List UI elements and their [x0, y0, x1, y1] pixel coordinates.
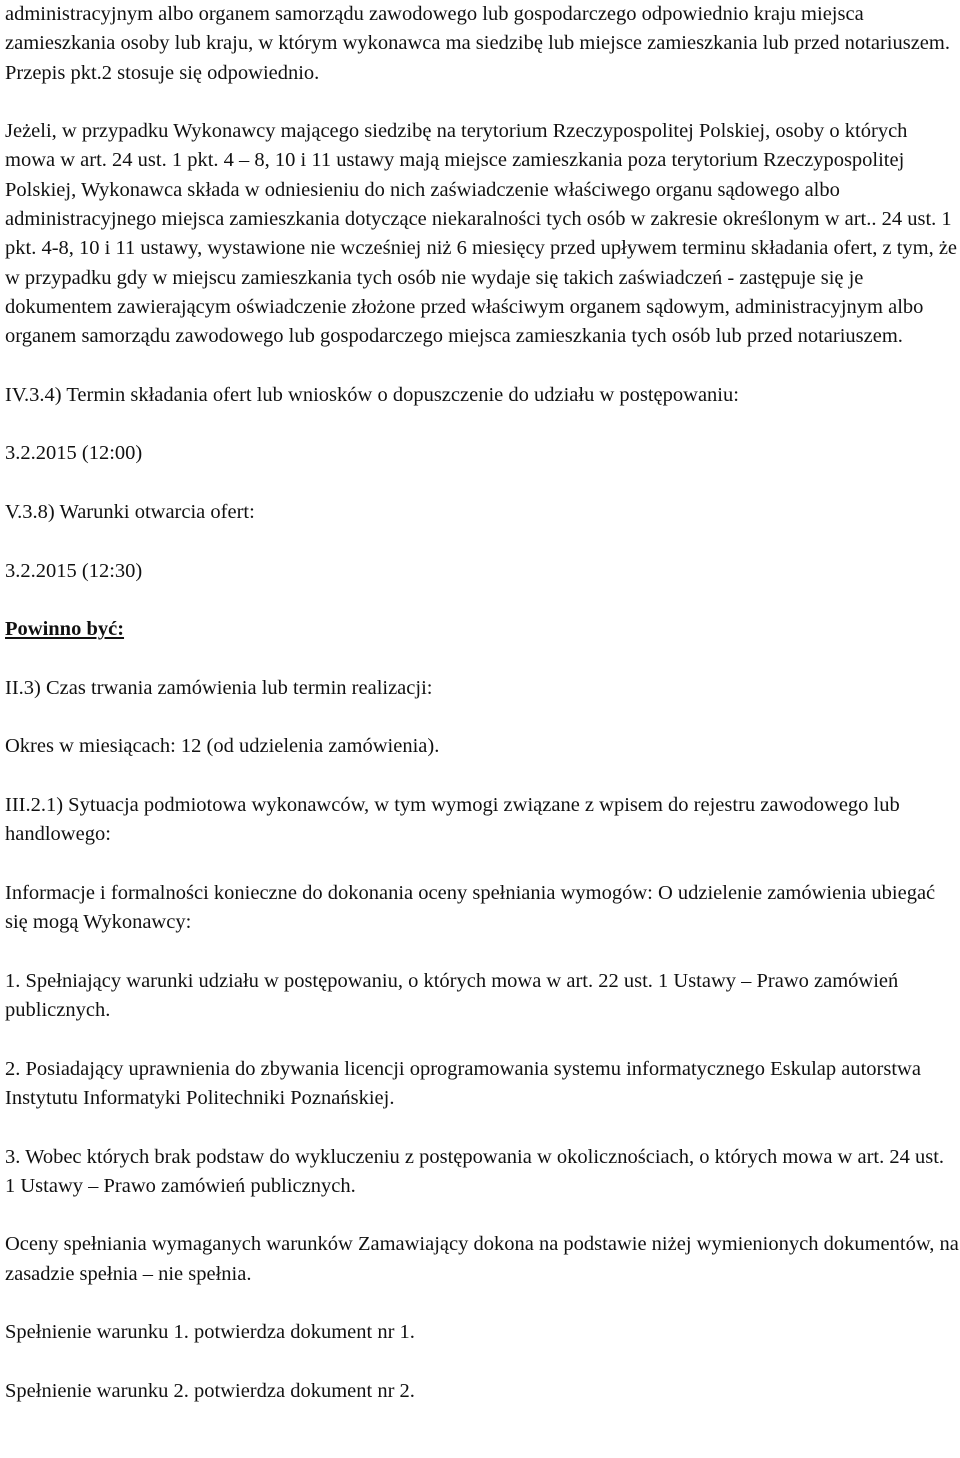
offer-opening-date: 3.2.2015 (12:30)	[5, 559, 143, 582]
condition-item-2: 2. Posiadający uprawnienia do zbywania licencji oprogramowania systemu informatycznego Eskulap autorstwa Instytutu Informatyki Politechniki Poznańskiej.	[5, 1057, 921, 1109]
condition-item-1: 1. Spełniający warunki udziału w postępowaniu, o których mowa w art. 22 ust. 1 Ustawy – Prawo zamówień publicznych.	[5, 969, 899, 1022]
document-page	[5, 0, 959, 1406]
condition-item-3: 3. Wobec których brak podstaw do wykluczeniu z postępowania w okolicznościach, o których mowa w art. 24 ust. 1 Ustawy – Prawo zamówień publicznych.	[5, 1145, 945, 1197]
condition-2-proof: Spełnienie warunku 2. potwierdza dokument nr 2.	[5, 1379, 415, 1402]
section-iii-2-1-heading: III.2.1) Sytuacja podmiotowa wykonawców, w tym wymogi związane z wpisem do rejestru zawodowego lub handlowego:	[5, 794, 900, 846]
paragraph-residence-abroad: Jeżeli, w przypadku Wykonawcy mającego siedzibę na terytorium Rzeczypospolitej Polskiej, osoby o których mowa w art. 24 ust. 1 pkt. 4 – 8, 10 i 11 ustawy mają miejsce zamieszkania poza terytorium Rzeczypospolitej Polskiej, Wykonawca składa w odniesieniu do nich zaświadczenie właściwego organu sądowego albo administracyjnego miejsca zamieszkania dotyczące niekaralności tych osób w zakresie określonym w art.. 24 ust. 1 pkt. 4-8, 10 i 11 ustawy, wystawione nie wcześniej niż 6 miesięcy przed upływem terminu składania ofert, z tym, że w przypadku gdy w miejscu zamieszkania tych osób nie wydaje się takich zaświadczeń - zastępuje się je dokumentem zawierającym oświadczenie złożone przed właściwym organem sądowym, administracyjnym albo organem samorządu zawodowego lub gospodarczego miejsca zamieszkania tych osób lub przed notariuszem.	[5, 120, 958, 348]
requirements-intro: Informacje i formalności konieczne do dokonania oceny spełniania wymogów: O udzielenie zamówienia ubiegać się mogą Wykonawcy:	[5, 881, 936, 934]
assessment-paragraph: Oceny spełniania wymaganych warunków Zamawiający dokona na podstawie niżej wymienionych dokumentów, na zasadzie spełnia – nie spełnia.	[5, 1233, 959, 1285]
paragraph-continuation: administracyjnym albo organem samorządu zawodowego lub gospodarczego odpowiednio kraju miejsca zamieszkania osoby lub kraju, w którym wykonawca ma siedzibę lub miejsce zamieszkania lub przed notariuszem. Przepis pkt.2 stosuje się odpowiednio.	[5, 3, 950, 84]
section-v-3-8-heading: V.3.8) Warunki otwarcia ofert:	[5, 501, 255, 524]
offer-deadline-date: 3.2.2015 (12:00)	[5, 442, 143, 465]
should-be-heading: Powinno być:	[5, 618, 125, 641]
duration-months: Okres w miesiącach: 12 (od udzielenia zamówienia).	[5, 735, 440, 758]
section-iv-3-4-heading: IV.3.4) Termin składania ofert lub wniosków o dopuszczenie do udziału w postępowaniu:	[5, 383, 739, 406]
condition-1-proof: Spełnienie warunku 1. potwierdza dokument nr 1.	[5, 1321, 415, 1344]
section-ii-3-heading: II.3) Czas trwania zamówienia lub termin realizacji:	[5, 676, 433, 699]
